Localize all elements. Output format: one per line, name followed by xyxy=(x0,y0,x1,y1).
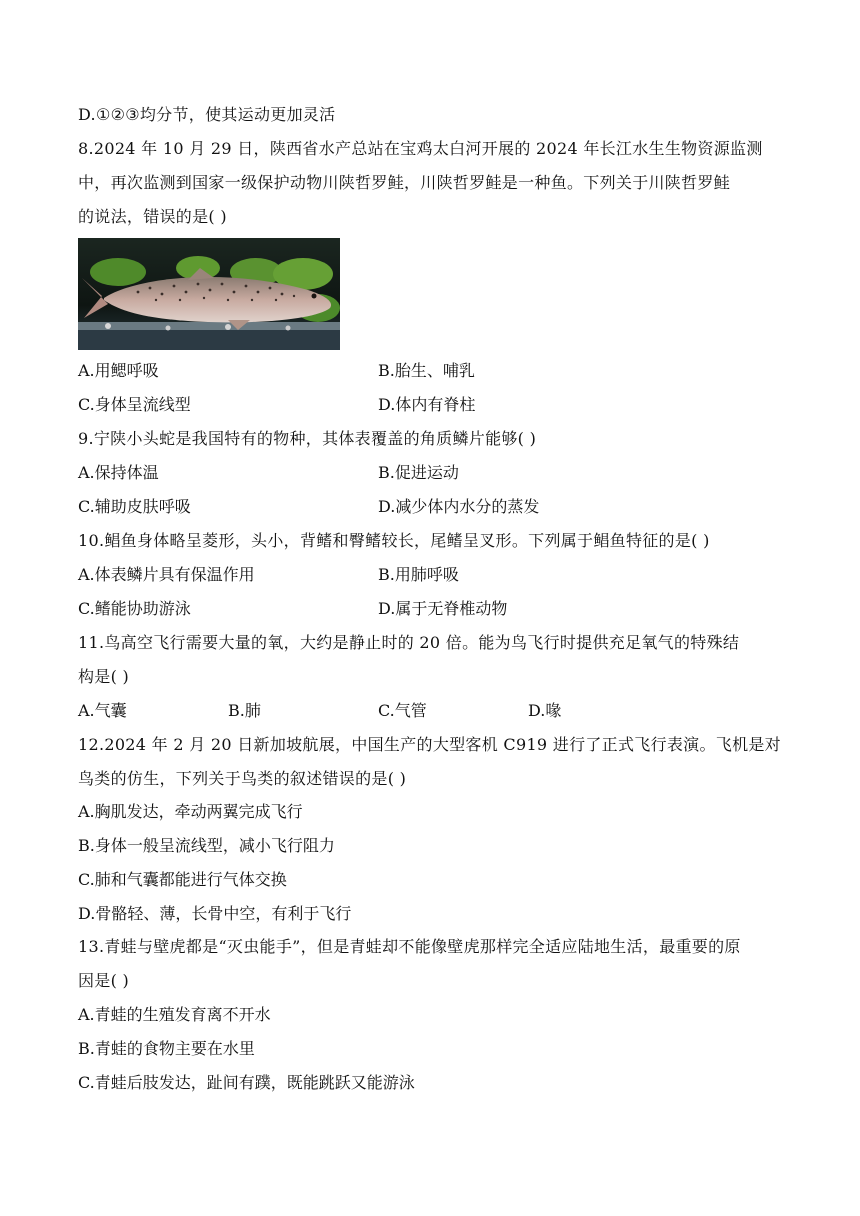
q11-stem-line-2: 构是( ) xyxy=(78,667,130,686)
q13-stem-line-1: 13.青蛙与壁虎都是“灭虫能手”，但是青蛙却不能像壁虎那样完全适应陆地生活，最重要的原 xyxy=(78,937,741,956)
q8-stem-line-1: 8.2024 年 10 月 29 日，陕西省水产总站在宝鸡太白河开展的 2024 年长江水生生物资源监测 xyxy=(78,139,763,158)
q8-option-a: A.用鳃呼吸 xyxy=(78,361,159,380)
q12-stem-line-1: 12.2024 年 2 月 20 日新加坡航展，中国生产的大型客机 C919 进行了正式飞行表演。飞机是对 xyxy=(78,735,781,754)
q8-option-c: C.身体呈流线型 xyxy=(78,395,191,414)
q9-option-d: D.减少体内水分的蒸发 xyxy=(378,497,540,516)
q13-option-a: A.青蛙的生殖发育离不开水 xyxy=(78,1005,271,1024)
q11-option-b: B.肺 xyxy=(228,701,261,720)
q8-stem-line-2: 中，再次监测到国家一级保护动物川陕哲罗鲑，川陕哲罗鲑是一种鱼。下列关于川陕哲罗鲑 xyxy=(78,173,731,192)
q9-option-a: A.保持体温 xyxy=(78,463,159,482)
q11-stem-line-1: 11.鸟高空飞行需要大量的氧，大约是静止时的 20 倍。能为鸟飞行时提供充足氧气的特殊结 xyxy=(78,633,740,652)
q7-option-d: D.①②③均分节，使其运动更加灵活 xyxy=(78,105,336,124)
q13-option-c: C.青蛙后肢发达，趾间有蹼，既能跳跃又能游泳 xyxy=(78,1073,415,1092)
q8-stem-line-3: 的说法，错误的是( ) xyxy=(78,207,227,226)
q8-option-d: D.体内有脊柱 xyxy=(378,395,476,414)
q9-option-c: C.辅助皮肤呼吸 xyxy=(78,497,191,516)
q10-option-c: C.鳍能协助游泳 xyxy=(78,599,191,618)
q9-option-b: B.促进运动 xyxy=(378,463,459,482)
q11-option-d: D.喙 xyxy=(528,701,562,720)
q9-stem: 9.宁陕小头蛇是我国特有的物种，其体表覆盖的角质鳞片能够( ) xyxy=(78,429,537,448)
q12-stem-line-2: 鸟类的仿生，下列关于鸟类的叙述错误的是( ) xyxy=(78,769,407,788)
q12-option-b: B.身体一般呈流线型，减小飞行阻力 xyxy=(78,836,335,855)
q12-option-c: C.肺和气囊都能进行气体交换 xyxy=(78,870,287,889)
q13-option-b: B.青蛙的食物主要在水里 xyxy=(78,1039,255,1058)
q11-option-c: C.气管 xyxy=(378,701,427,720)
q10-option-a: A.体表鳞片具有保温作用 xyxy=(78,565,255,584)
q13-stem-line-2: 因是( ) xyxy=(78,971,130,990)
q10-option-d: D.属于无脊椎动物 xyxy=(378,599,508,618)
q10-option-b: B.用肺呼吸 xyxy=(378,565,459,584)
q10-stem: 10.鲳鱼身体略呈菱形，头小，背鳍和臀鳍较长，尾鳍呈叉形。下列属于鲳鱼特征的是( ) xyxy=(78,531,710,550)
q8-option-b: B.胎生、哺乳 xyxy=(378,361,475,380)
q12-option-a: A.胸肌发达，牵动两翼完成飞行 xyxy=(78,802,303,821)
q11-option-a: A.气囊 xyxy=(78,701,127,720)
fish-photo-illustration xyxy=(78,238,340,350)
q12-option-d: D.骨骼轻、薄，长骨中空，有利于飞行 xyxy=(78,904,352,923)
fish-photo xyxy=(78,238,340,350)
